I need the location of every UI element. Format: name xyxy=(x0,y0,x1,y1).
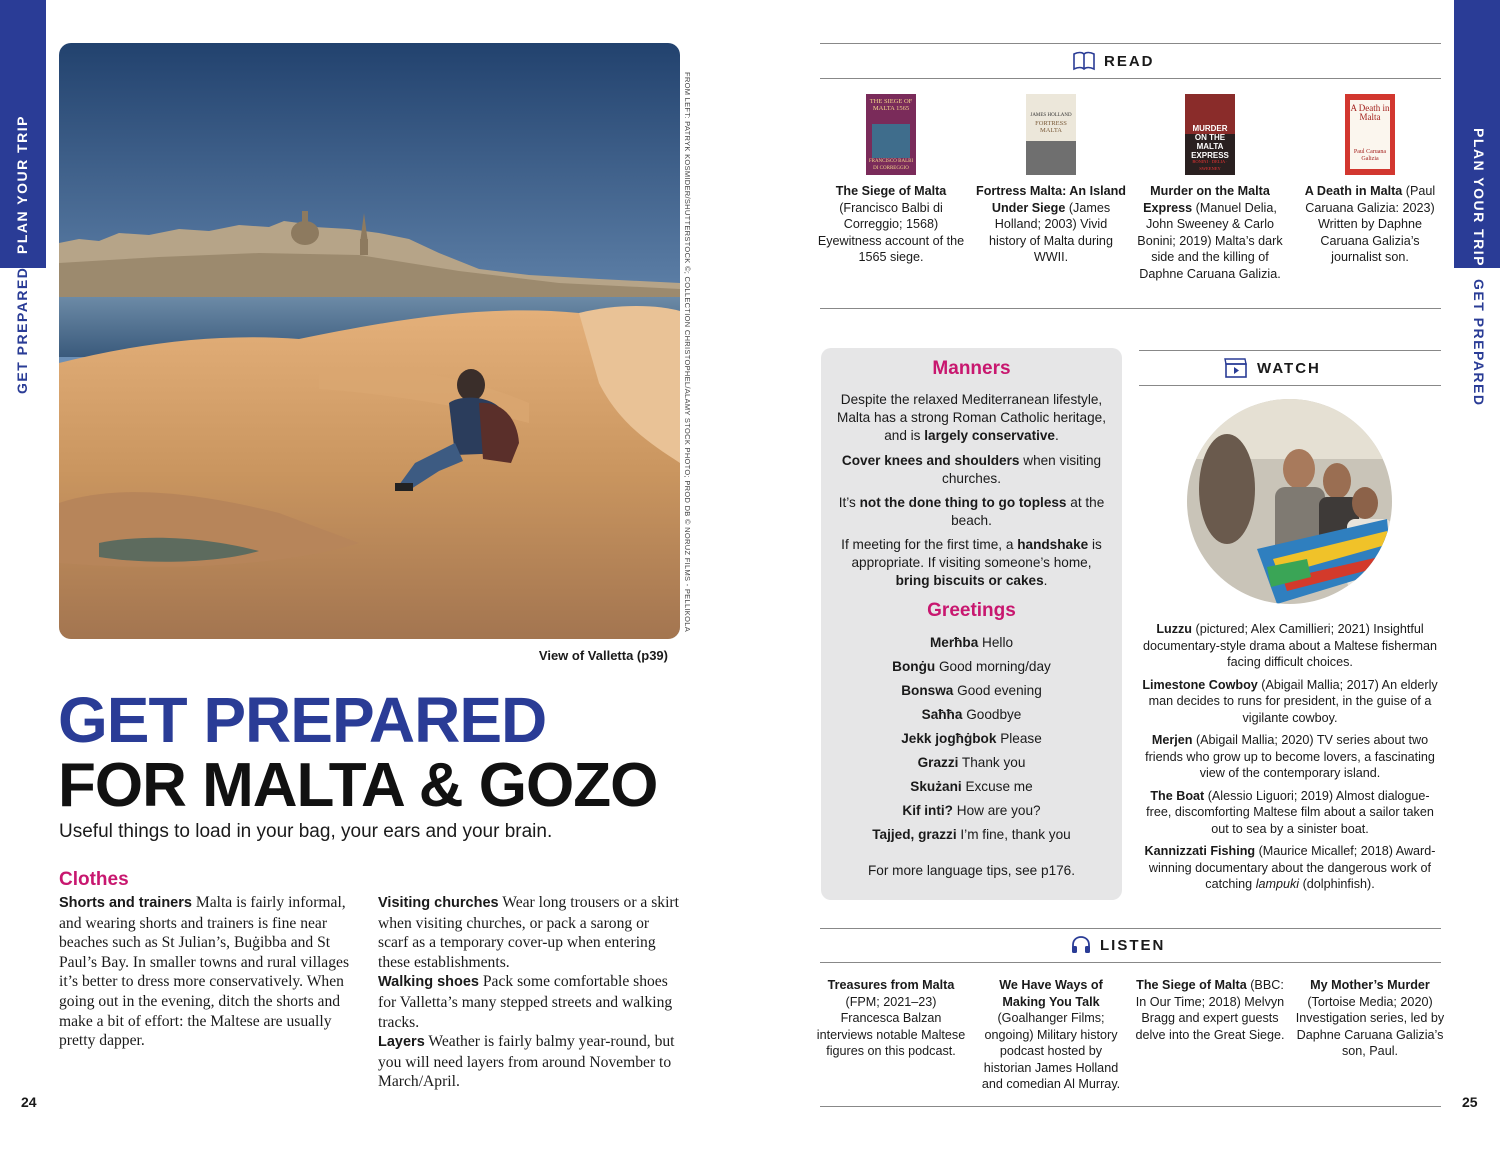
greeting-meaning: Excuse me xyxy=(961,779,1033,794)
manners-p4 xyxy=(837,536,1106,590)
book-cover-death xyxy=(1345,94,1395,175)
watch-title: Limestone Cowboy xyxy=(1142,677,1258,692)
watch-desc: (Alessio Liguori; 2019) Almost dialogue-free, discomforting Maltese film about a sailor taken out to sea by a sinister boat. xyxy=(1146,788,1434,836)
greetings-heading: Greetings xyxy=(927,600,1016,621)
book-cover-fortress xyxy=(1026,94,1076,175)
listen-item xyxy=(976,977,1126,1093)
greeting-meaning: Please xyxy=(996,731,1042,746)
listen-desc: (BBC: In Our Time; 2018) Melvyn Bragg and expert guests delve into the Great Siege. xyxy=(1135,978,1285,1042)
listen-item xyxy=(816,977,966,1060)
greeting-term: Grazzi xyxy=(917,755,959,770)
shorts-label: Shorts and trainers xyxy=(59,895,192,911)
manners-emphasis: handshake xyxy=(1017,537,1089,552)
greeting-item xyxy=(821,802,1122,820)
manners-heading: Manners xyxy=(932,358,1011,379)
language-tip: For more language tips, see p176. xyxy=(867,863,1076,878)
cover-title: A Death in Malta xyxy=(1350,103,1390,122)
greeting-term: Bonswa xyxy=(901,683,954,698)
book-desc: (James Holland; 2003) Vivid history of Malta during WWII. xyxy=(989,200,1113,264)
greeting-meaning: Goodbye xyxy=(962,707,1022,722)
listen-title: My Mother’s Murder xyxy=(1310,978,1430,992)
watch-title: Luzzu xyxy=(1156,622,1192,636)
clothes-column-1 xyxy=(59,893,364,1051)
right-tab-prep-label: GET PREPARED xyxy=(1471,279,1487,407)
greeting-item xyxy=(821,634,1122,652)
read-heading xyxy=(1073,51,1155,71)
greeting-meaning: Good morning/day xyxy=(935,659,1051,674)
page-subtitle: Useful things to load in your bag, your ears and your brain. xyxy=(59,821,553,842)
listen-top-rule xyxy=(820,928,1441,929)
churches-text: Wear long trousers or a skirt when visiting churches, or pack a sarong or scarf as a temporary cover-up when entering these establishments. xyxy=(378,894,679,971)
listen-desc: (Tortoise Media; 2020) Investigation series, led by Daphne Caruana Galizia’s son, Paul. xyxy=(1295,994,1445,1058)
left-tab-plan-label: PLAN YOUR TRIP xyxy=(14,115,30,254)
watch-top-rule xyxy=(1139,350,1441,351)
watch-desc: (dolphinfish). xyxy=(1299,877,1375,891)
watch-item xyxy=(1139,732,1441,782)
manners-emphasis: not the done thing to go topless xyxy=(859,495,1067,510)
watch-desc: (pictured; Alex Camillieri; 2021) Insightful documentary-style drama about a Maltese fisherman facing difficult choices. xyxy=(1143,622,1437,669)
read-heading-label: READ xyxy=(1104,52,1155,70)
book-title: Fortress Malta: An Island Under Siege xyxy=(976,184,1126,215)
cover-title: THE SIEGE OF MALTA 1565 xyxy=(869,98,913,112)
book-title: The Siege of Malta xyxy=(835,184,947,198)
photo-credit-text: FROM LEFT: PATRYK KOSMIDER/SHUTTERSTOCK ©; COLLECTION CHRISTOPHEL/ALAMY STOCK PHOTO; PROD DB © NORUZ FILMS - PELLIKOLA xyxy=(683,72,692,633)
manners-p1 xyxy=(837,391,1106,445)
book-icon xyxy=(1073,51,1095,71)
greeting-meaning: I’m fine, thank you xyxy=(956,827,1071,842)
right-side-tab xyxy=(1454,0,1500,1154)
listen-end-rule xyxy=(820,1106,1441,1107)
manners-text: It’s xyxy=(838,495,860,510)
manners-text: If meeting for the first time, a xyxy=(841,537,1018,552)
manners-p3 xyxy=(837,494,1106,530)
listen-item xyxy=(1135,977,1285,1043)
book-desc: (Francisco Balbi di Correggio; 1568) Eyewitness account of the 1565 siege. xyxy=(817,200,965,264)
cover-title: MURDER ON THE MALTA EXPRESS xyxy=(1191,124,1229,160)
listen-title: The Siege of Malta xyxy=(1136,978,1247,992)
watch-item xyxy=(1139,843,1441,893)
manners-emphasis: Cover knees and shoulders xyxy=(841,453,1020,468)
layers-text: Weather is fairly balmy year-round, but you will need layers from around November to March/April. xyxy=(378,1033,675,1091)
greeting-meaning: How are you? xyxy=(952,803,1041,818)
left-tab-prep-label: GET PREPARED xyxy=(14,266,30,394)
layers-label: Layers xyxy=(378,1034,425,1051)
watch-item xyxy=(1139,677,1441,727)
clothes-column-2 xyxy=(378,893,680,1092)
book-cover-murder xyxy=(1185,94,1235,175)
listen-item xyxy=(1295,977,1445,1060)
manners-p2 xyxy=(837,452,1106,488)
greeting-term: Tajjed, grazzi xyxy=(872,827,957,842)
manners-box xyxy=(821,348,1122,900)
churches-label: Visiting churches xyxy=(378,895,499,911)
book-desc: (Manuel Delia, John Sweeney & Carlo Bonini; 2019) Malta’s dark side and the killing of Daphne Caruana Galizia. xyxy=(1137,200,1283,281)
greeting-term: Skużani xyxy=(910,779,962,794)
greeting-item xyxy=(821,682,1122,700)
shorts-text: Malta is fairly informal, and wearing shorts and trainers is fine near beaches such as St Julian’s, Buġibba and St Paul’s Bay. In smaller towns and rural villages it’s better to dress more conservatively. When going out in the evening, ditch the shorts and make a bit of effort: the Maltese are usually pretty dapper. xyxy=(59,894,350,1050)
watch-desc: (Maurice Micallef; 2018) Award-winning documentary about the dangerous work of catching xyxy=(1148,844,1436,891)
photo-credit xyxy=(683,72,693,633)
greeting-meaning: Hello xyxy=(978,635,1014,650)
listen-desc: (FPM; 2021–23) Francesca Balzan interviews notable Maltese figures on this podcast. xyxy=(816,994,966,1058)
watch-heading-label: WATCH xyxy=(1257,359,1321,377)
watch-title: Kannizzati Fishing xyxy=(1144,844,1256,858)
watch-item xyxy=(1139,788,1441,838)
greeting-item xyxy=(821,706,1122,724)
left-side-tab xyxy=(0,0,46,1154)
manners-text: . xyxy=(1043,573,1048,588)
listen-heading-label: LISTEN xyxy=(1100,936,1166,954)
page-number-left: 24 xyxy=(21,1094,37,1110)
manners-text: at the beach. xyxy=(951,495,1105,528)
watch-item xyxy=(1139,621,1441,671)
greeting-meaning: Thank you xyxy=(958,755,1026,770)
walking-label: Walking shoes xyxy=(378,974,479,991)
page-title-line2: FOR MALTA & GOZO xyxy=(58,751,658,820)
luzzu-film-still xyxy=(1187,399,1392,604)
greeting-item xyxy=(821,826,1122,844)
greeting-item xyxy=(821,754,1122,772)
greeting-term: Bonġu xyxy=(892,659,936,674)
churches-paragraph xyxy=(378,893,680,972)
greeting-item xyxy=(821,778,1122,796)
watch-emphasis: lampuki xyxy=(1255,877,1300,891)
watch-desc: (Abigail Mallia; 2020) TV series about two friends who grow up to become lovers, a fascinating view of the contemporary island. xyxy=(1145,733,1435,780)
listen-desc: (Goalhanger Films; ongoing) Military history podcast hosted by historian James Holland and comedian Al Murray. xyxy=(981,1011,1121,1091)
watch-heading xyxy=(1224,358,1321,378)
greeting-term: Jekk jogħġbok xyxy=(901,731,997,746)
manners-emphasis: largely conservative xyxy=(924,428,1055,443)
manners-text: . xyxy=(1055,428,1059,443)
page-number-right: 25 xyxy=(1462,1094,1478,1110)
cover-subtitle: JAMES HOLLAND xyxy=(1030,113,1072,118)
clothes-heading: Clothes xyxy=(59,869,129,890)
headphones-icon xyxy=(1071,935,1091,955)
greeting-term: Saħħa xyxy=(921,707,963,722)
book-title: A Death in Malta xyxy=(1304,184,1403,198)
read-top-rule xyxy=(820,43,1441,44)
read-end-rule xyxy=(820,308,1441,309)
watch-title: Merjen xyxy=(1151,733,1193,747)
greeting-meaning: Good evening xyxy=(953,683,1042,698)
watch-desc: (Abigail Mallia; 2017) An elderly man decides to runs for president, in the guise of a vigilante cowboy. xyxy=(1148,677,1438,725)
cover-subtitle: BONINI · DELIA · SWEENEY xyxy=(1192,159,1228,171)
page-title-line1: GET PREPARED xyxy=(58,684,547,756)
watch-bottom-rule xyxy=(1139,385,1441,386)
read-bottom-rule xyxy=(820,78,1441,79)
greeting-term: Merħba xyxy=(929,635,979,650)
book-item xyxy=(816,94,966,266)
layers-paragraph xyxy=(378,1032,680,1092)
clapperboard-icon xyxy=(1224,358,1248,378)
book-desc: (Paul Caruana Galizia: 2023) Written by Daphne Caruana Galizia’s journalist son. xyxy=(1305,184,1436,264)
book-cover-siege xyxy=(866,94,916,175)
listen-bottom-rule xyxy=(820,962,1441,963)
listen-heading xyxy=(1071,935,1165,955)
book-item xyxy=(1295,94,1445,266)
manners-text: Despite the relaxed Mediterranean lifestyle, Malta has a strong Roman Catholic heritage, and is xyxy=(837,392,1106,443)
watch-title: The Boat xyxy=(1150,788,1205,803)
book-title: Murder on the Malta Express xyxy=(1143,184,1270,215)
book-item xyxy=(976,94,1126,266)
listen-title: We Have Ways of Making You Talk xyxy=(999,978,1103,1009)
manners-text: is appropriate. If visiting someone’s home, xyxy=(851,537,1102,570)
greeting-item xyxy=(821,730,1122,748)
greeting-term: Kif inti? xyxy=(902,803,953,818)
cover-subtitle: FRANCISCO BALBI DI CORREGGIO xyxy=(868,159,914,171)
walking-text: Pack some comfortable shoes for Valletta’s many stepped streets and walking tracks. xyxy=(378,973,673,1031)
cover-subtitle: Paul Caruana Galizia xyxy=(1353,149,1387,162)
manners-emphasis: bring biscuits or cakes xyxy=(895,573,1044,588)
manners-text: when visiting churches. xyxy=(942,453,1102,486)
valletta-photo xyxy=(59,43,680,639)
walking-paragraph xyxy=(378,972,680,1032)
cover-title: FORTRESS MALTA xyxy=(1035,120,1067,134)
book-item xyxy=(1135,94,1285,282)
listen-title: Treasures from Malta xyxy=(827,978,955,992)
photo-caption: View of Valletta (p39) xyxy=(538,648,668,663)
watch-list xyxy=(1139,621,1441,899)
greeting-item xyxy=(821,658,1122,676)
right-tab-plan-label: PLAN YOUR TRIP xyxy=(1471,128,1487,267)
